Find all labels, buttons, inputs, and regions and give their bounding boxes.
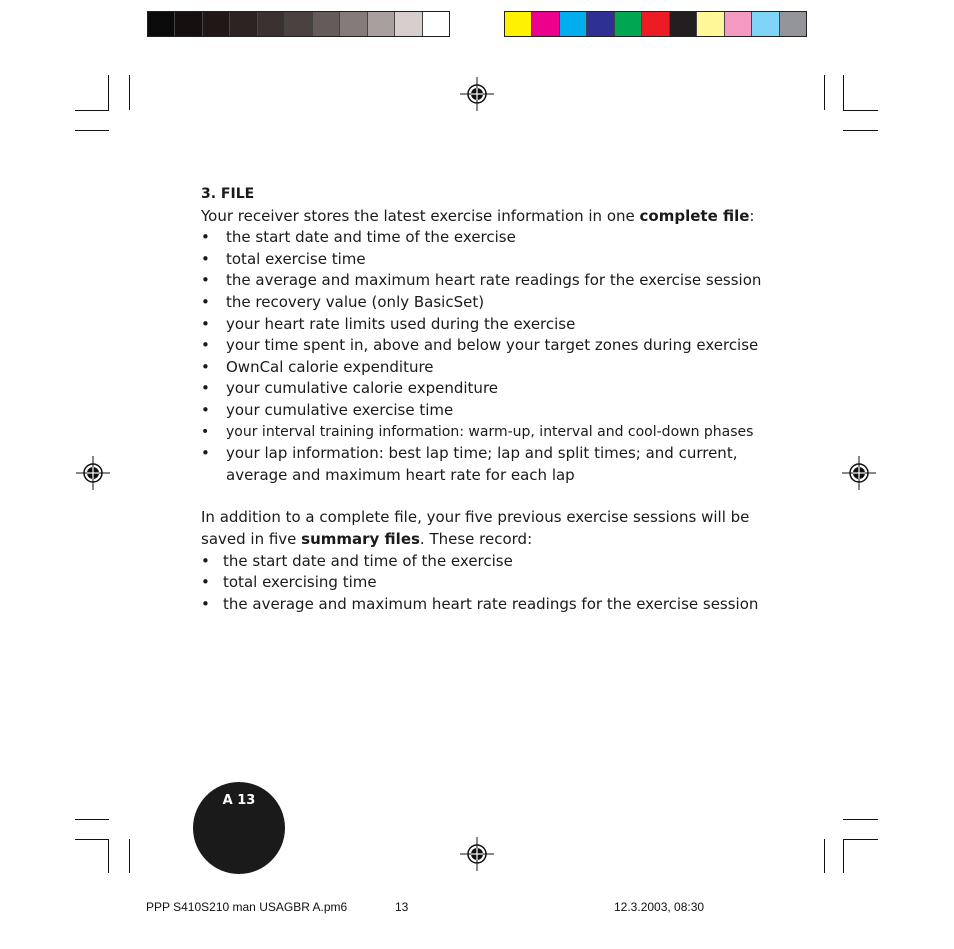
color-swatch	[670, 12, 697, 36]
gray-swatch	[148, 12, 175, 36]
list-item: • total exercise time	[201, 249, 781, 271]
gray-swatch	[368, 12, 395, 36]
color-swatch	[697, 12, 724, 36]
list-item: • your heart rate limits used during the exercise	[201, 314, 781, 336]
spacer	[201, 486, 781, 507]
gray-swatch	[313, 12, 340, 36]
list-item: • the recovery value (only BasicSet)	[201, 292, 781, 314]
color-swatch	[505, 12, 532, 36]
crop-mark	[75, 110, 109, 111]
color-swatch	[615, 12, 642, 36]
gray-swatch	[230, 12, 257, 36]
crop-mark	[843, 75, 844, 110]
list-item: • your lap information: best lap time; lap and split times; and current, average and maximum heart rate for each lap	[201, 443, 781, 486]
color-swatch	[532, 12, 559, 36]
summary-punct: . These record:	[419, 529, 533, 548]
complete-file-list	[201, 227, 781, 486]
crop-mark	[824, 839, 825, 873]
summary-text: In addition to a complete file, your five previous exercise sessions will be saved in five	[201, 508, 750, 548]
color-swatch	[780, 12, 806, 36]
summary-paragraph	[201, 507, 781, 550]
list-item: • the average and maximum heart rate readings for the exercise session	[201, 270, 781, 292]
registration-mark-icon	[842, 456, 876, 490]
color-swatch	[642, 12, 669, 36]
intro-punct: :	[749, 206, 755, 225]
crop-mark	[75, 819, 109, 820]
list-item: • the start date and time of the exercise	[201, 551, 781, 573]
crop-mark	[75, 839, 109, 840]
crop-mark	[129, 839, 130, 873]
list-item: • total exercising time	[201, 572, 781, 594]
crop-mark	[843, 839, 878, 840]
list-item: • your time spent in, above and below your target zones during exercise	[201, 335, 781, 357]
crop-mark	[75, 130, 109, 131]
gray-swatch	[175, 12, 202, 36]
color-swatch	[725, 12, 752, 36]
list-item: • OwnCal calorie expenditure	[201, 357, 781, 379]
color-bar	[504, 11, 807, 37]
gray-swatch	[423, 12, 449, 36]
intro-text: Your receiver stores the latest exercise information in one	[201, 206, 640, 225]
gray-swatch	[340, 12, 367, 36]
registration-mark-icon	[460, 77, 494, 111]
crop-mark	[108, 75, 109, 110]
registration-mark-icon	[460, 837, 494, 871]
summary-bold: summary files	[301, 529, 420, 548]
page-badge-label: A 13	[222, 793, 256, 808]
color-swatch	[752, 12, 779, 36]
crop-mark	[843, 130, 878, 131]
footer-timestamp: 12.3.2003, 08:30	[614, 900, 705, 914]
intro-paragraph	[201, 206, 781, 228]
gray-swatch	[258, 12, 285, 36]
crop-mark	[108, 839, 109, 873]
color-swatch	[560, 12, 587, 36]
list-item: • your cumulative exercise time	[201, 400, 781, 422]
grayscale-bar	[147, 11, 450, 37]
crop-mark	[843, 839, 844, 873]
list-item: • your cumulative calorie expenditure	[201, 378, 781, 400]
footer-page: 13	[395, 900, 409, 914]
list-item: • the start date and time of the exercise	[201, 227, 781, 249]
gray-swatch	[285, 12, 312, 36]
color-swatch	[587, 12, 614, 36]
crop-mark	[843, 819, 878, 820]
footer-filename: PPP S410S210 man USAGBR A.pm6	[146, 900, 348, 914]
list-item: • your interval training information: warm-up, interval and cool-down phases	[201, 422, 781, 444]
crop-mark	[129, 75, 130, 110]
intro-bold: complete file	[639, 206, 750, 225]
section-content	[201, 184, 781, 615]
crop-mark	[824, 75, 825, 110]
gray-swatch	[395, 12, 422, 36]
registration-mark-icon	[76, 456, 110, 490]
list-item: • the average and maximum heart rate readings for the exercise session	[201, 594, 781, 616]
summary-file-list	[201, 551, 781, 616]
gray-swatch	[203, 12, 230, 36]
crop-mark	[843, 110, 878, 111]
section-heading: 3. FILE	[201, 186, 255, 202]
page-badge	[193, 782, 285, 874]
